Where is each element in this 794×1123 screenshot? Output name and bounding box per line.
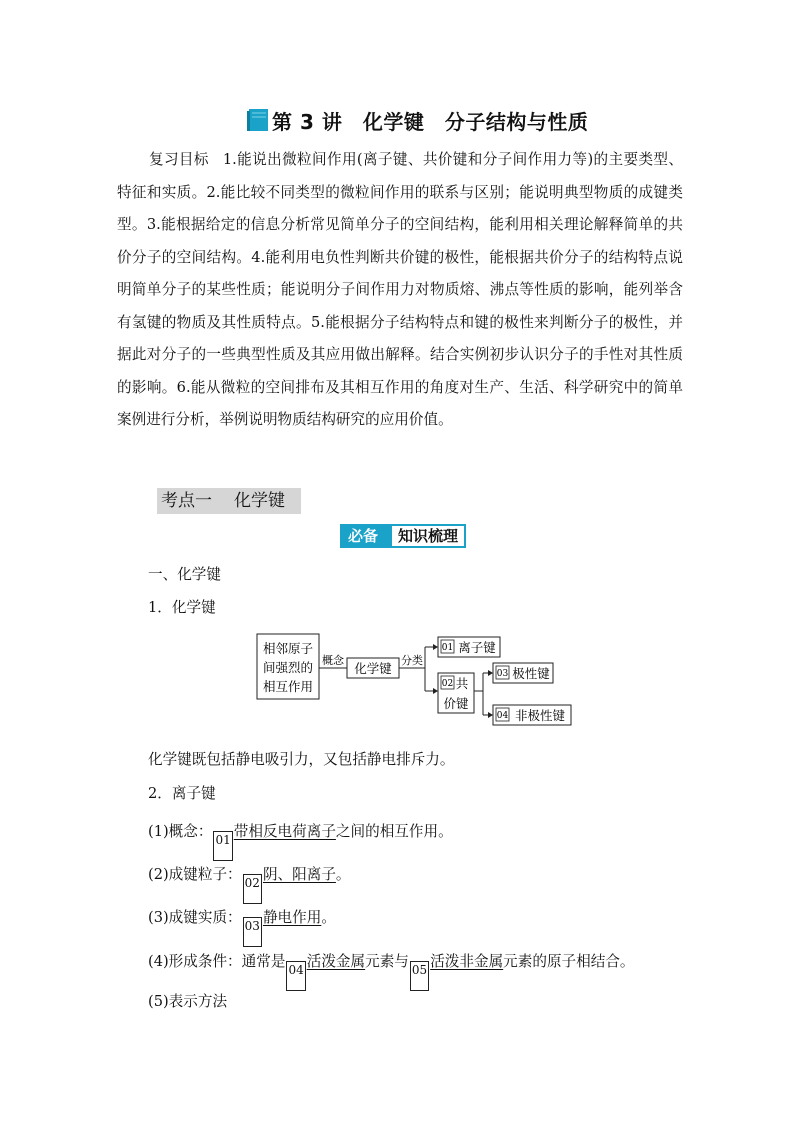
blank-number-03: 03 <box>243 917 262 947</box>
num-03: 03 <box>496 669 509 679</box>
classify-label: 分类 <box>401 654 423 667</box>
ionic-essence-line: (3)成键实质： 03 静电作用。 <box>148 906 336 947</box>
polar-label: 极性键 <box>512 666 550 681</box>
heading-ionic-bond: 2．离子键 <box>148 785 216 802</box>
num-02: 02 <box>441 679 454 689</box>
center-label: 化学键 <box>354 661 392 676</box>
answer-03: 静电作用 <box>262 909 322 926</box>
representation-heading: (5)表示方法 <box>148 993 228 1010</box>
chemical-bond-diagram <box>255 632 575 726</box>
kaodian-number: 考点一 <box>161 491 212 511</box>
subheading-chemical-bond: 1．化学键 <box>148 599 216 616</box>
review-objectives <box>117 144 683 437</box>
concept-label: 概念 <box>322 654 344 667</box>
blank-number-04: 04 <box>286 961 305 991</box>
nonpolar-label: 非极性键 <box>514 708 566 723</box>
answer-02: 阴、阳离子 <box>262 866 336 883</box>
kaodian-topic: 化学键 <box>234 491 285 511</box>
covalent-label-1: 共 <box>455 676 469 691</box>
blank-number-01: 01 <box>213 831 232 861</box>
covalent-label-2: 价键 <box>443 696 469 711</box>
objectives-text: 1.能说出微粒间作用(离子键、共价键和分子间作用力等)的主要类型、特征和实质。2.能比较不同类型的微粒间作用的联系与区别；能说明典型物质的成键类型。3.能根据给定的信息分析常见简单分子的空间结构，能利用相关理论解释简单的共价分子的空间结构。4.能利用电负性判断共价键的极性，能根据共价分子的结构特点说明简单分子的某些性质；能说明分子间作用力对物质熔、沸点等性质的影响，能列举含有氢键的物质及其性质特点。5.能根据分子结构特点和键的极性来判断分子的极性，并据此对分子的一些典型性质及其应用做出解释。结合实例初步认识分子的手性对其性质的影响。6.能从微粒的空间排布及其相互作用的角度对生产、生活、科学研究中的简单案例进行分析，举例说明物质结构研究的应用价值。 <box>117 151 683 428</box>
bibei-banner <box>340 524 466 548</box>
left-line3: 相互作用 <box>262 679 314 694</box>
bibei-subtitle: 知识梳理 <box>386 524 466 548</box>
left-line1: 相邻原子 <box>262 641 314 656</box>
title-text: 第 3 讲 化学键 分子结构与性质 <box>272 109 589 134</box>
answer-04: 活泼金属 <box>306 953 366 970</box>
answer-01: 带相反电荷离子 <box>233 823 336 840</box>
ionic-condition-line: (4)形成条件：通常是 04 活泼金属元素与 05 活泼非金属元素的原子相结合。 <box>148 950 635 991</box>
ionic-concept-line: (1)概念： 01 带相反电荷离子之间的相互作用。 <box>148 820 453 861</box>
heading-chemical-bond: 一、化学键 <box>148 566 221 583</box>
bibei-label: 必备 <box>340 524 386 548</box>
num-04: 04 <box>496 711 509 721</box>
blank-number-02: 02 <box>243 874 262 904</box>
answer-05: 活泼非金属 <box>430 953 504 970</box>
num-01: 01 <box>441 643 454 653</box>
kaodian-heading <box>157 488 301 514</box>
ionic-particles-line: (2)成键粒子： 02 阴、阳离子。 <box>148 863 351 904</box>
blank-number-05: 05 <box>410 961 429 991</box>
page-title <box>246 104 588 136</box>
objectives-label: 复习目标 <box>149 151 209 168</box>
book-icon <box>246 107 270 133</box>
note-line: 化学键既包括静电吸引力，又包括静电排斥力。 <box>148 751 455 768</box>
ionic-label: 离子键 <box>458 640 496 655</box>
left-line2: 间强烈的 <box>262 660 314 675</box>
